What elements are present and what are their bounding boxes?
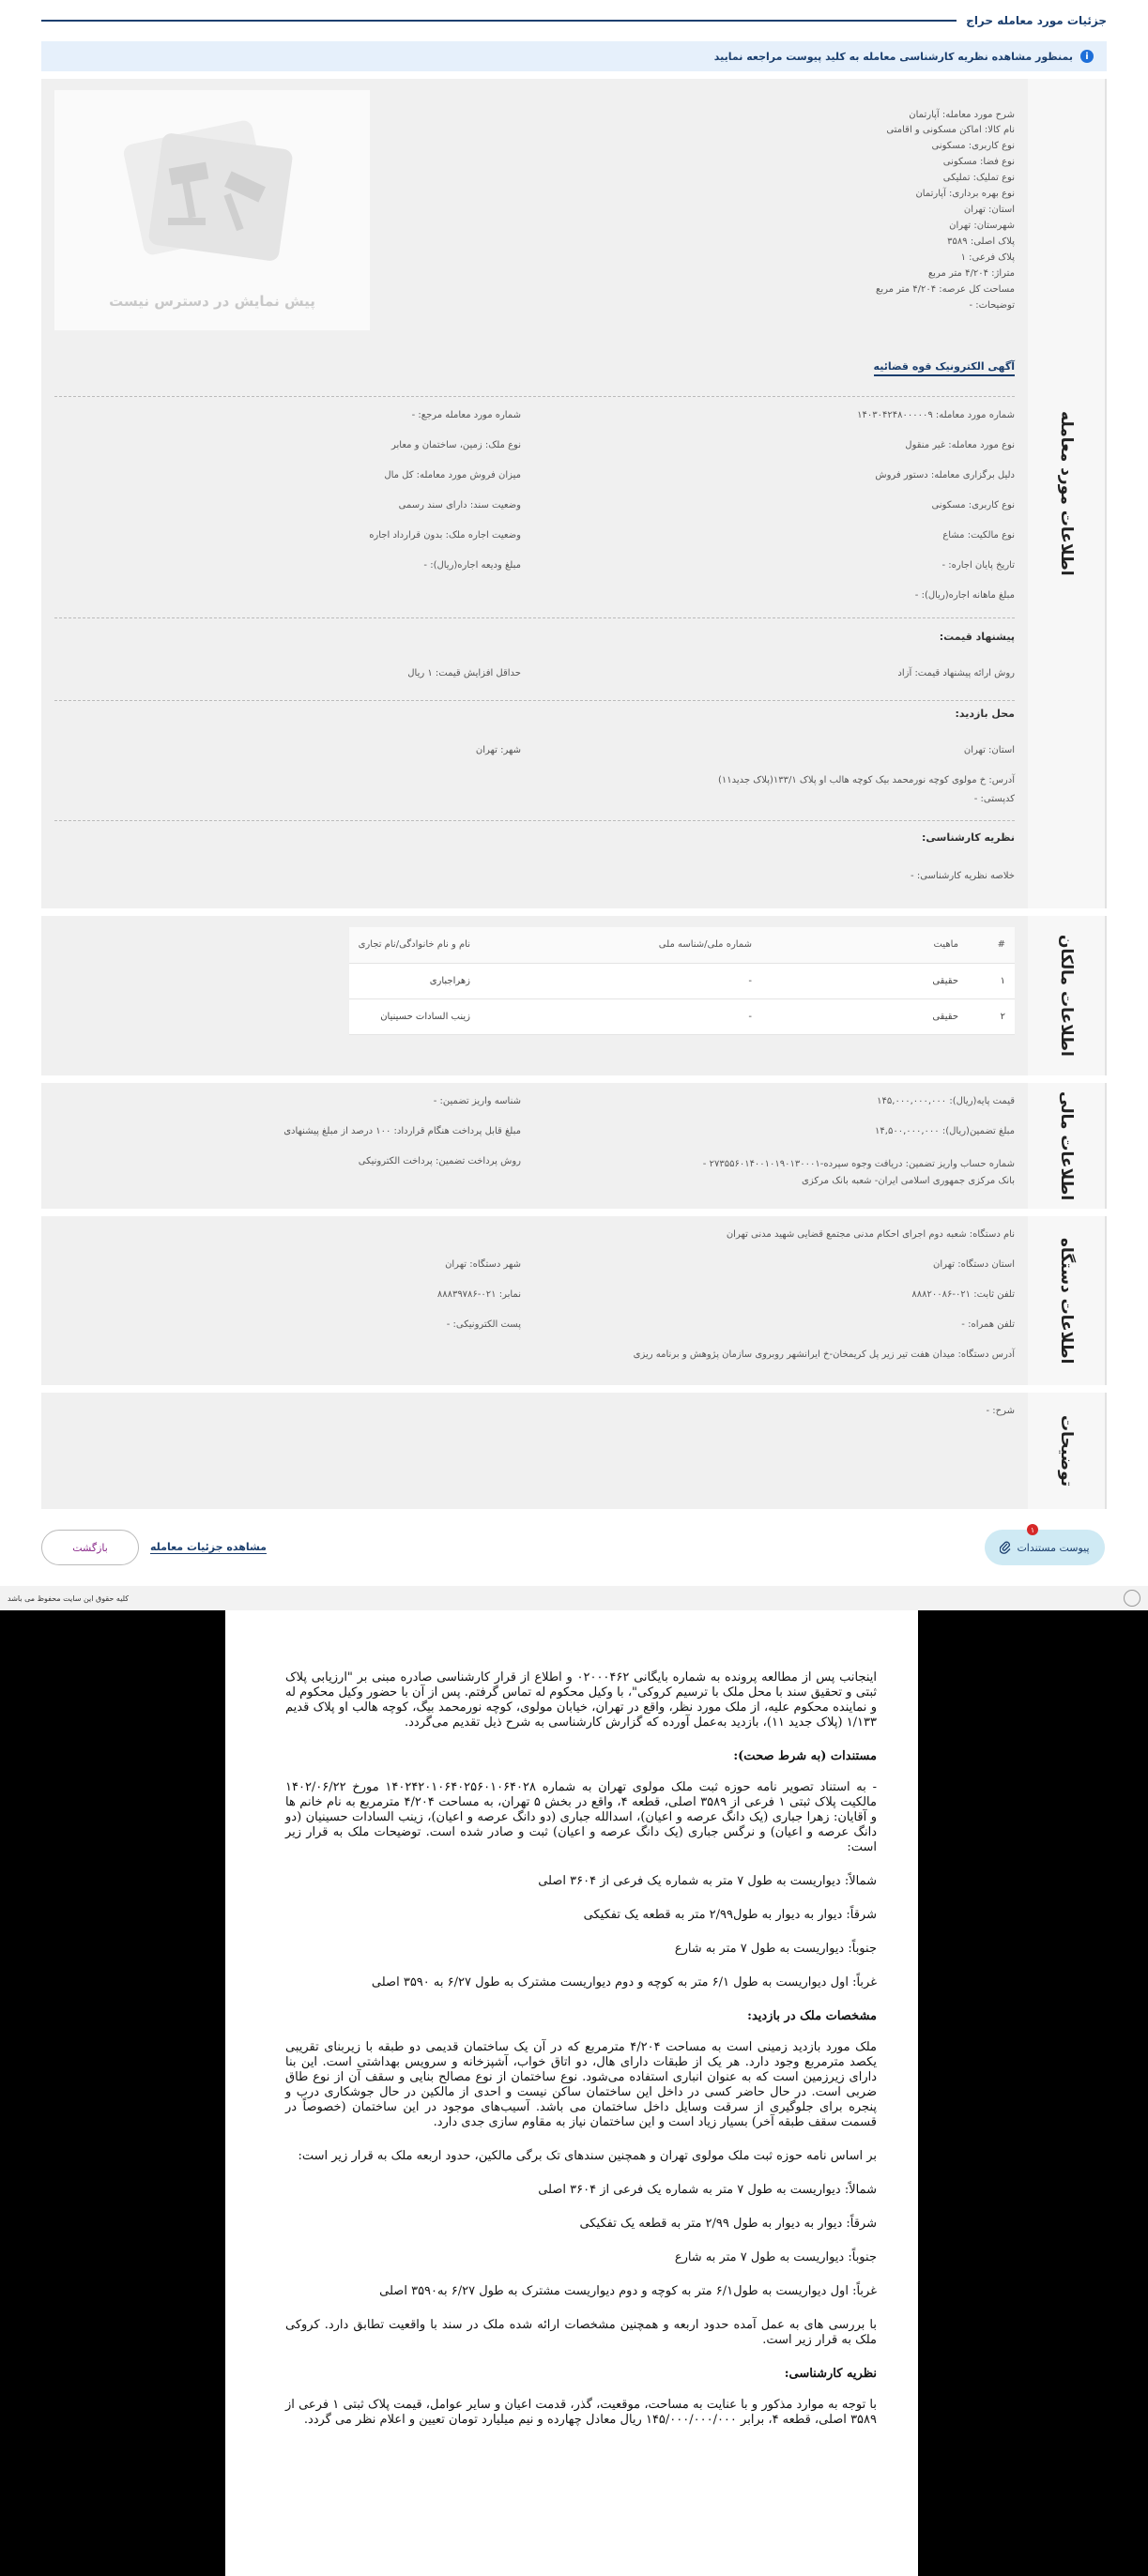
attachments-label: پیوست مستندات <box>1017 1541 1090 1554</box>
finance-content <box>41 1083 1028 1209</box>
deposit-account: شماره حساب واریز تضمین: دریافت وجوه سپرده-۲۷۳۵۵۶۰۱۴۰۰۱۰۱۹۰۱۳۰۰۰۱ - بانک مرکزی جمهوری اسلامی ایران- شعبه بانک مرکزی <box>702 1159 1015 1186</box>
report-documents: - به استناد تصویر نامه حوزه ثبت ملک مولوی تهران به شماره ۱۴۰۲۴۲۰۱۰۶۴۰۲۵۶۰۱۰۶۴۰۲۸ مورخ ۱۴۰۲/۰۶/۲۲ مالکیت پلاک ثبتی ۱ فرعی از ۳۵۸۹ اصلی، قطعه ۴، واقع در بخش ۵ تهران، به مساحت ۴/۲۰۴ مترمربع به نام خانم ها و آقایان: زهرا جباری (یک دانگ عرصه و اعیان)، اسدالله جباری (دو دانگ عرصه و اعیان)، زینب السادات حسینیان (دو دانگ عرصه و اعیان) و نرگس جباری (یک دانگ عرصه و اعیان) ثبت و صادر شده است. توضیحات ملک به قرار زیر است: <box>285 1780 877 1854</box>
report-boundary-west-2: غرباً: اول دیواریست به طول۶/۱ متر به کوچه و دوم دیواریست مشترک به طول ۶/۲۷ به۳۵۹۰ اصلی <box>379 2284 877 2298</box>
col-type: ماهیت <box>761 927 968 963</box>
notes-desc: شرح: - <box>986 1406 1015 1416</box>
report-heading-documents: مستندات (به شرط صحت): <box>733 1749 877 1763</box>
spec-11: مساحت کل عرصه: ۴/۲۰۴ متر مربع <box>876 284 1015 295</box>
spec-9: پلاک فرعی: ۱ <box>960 252 1015 263</box>
visit-postal: کدپستی: - <box>973 794 1015 804</box>
detail-right-5: تاریخ پایان اجاره: - <box>941 560 1015 571</box>
offer-heading: پیشنهاد قیمت: <box>939 631 1015 643</box>
page-title: جزئیات مورد معامله حراج <box>966 14 1107 27</box>
spec-3: نوع فضا: مسکونی <box>942 157 1015 167</box>
item-info-side <box>1028 79 1107 908</box>
finance-side <box>1028 1083 1107 1209</box>
visit-province: استان: تهران <box>963 745 1015 755</box>
table-row <box>349 963 1015 998</box>
report-boundaries-intro: بر اساس نامه حوزه ثبت ملک مولوی تهران و همچنین سندهای تک برگی مالکین، حدود اربعه ملک به قرار زیر است: <box>298 2149 877 2163</box>
image-placeholder <box>54 90 370 330</box>
report-heading-opinion: نظریه کارشناسی: <box>784 2367 877 2381</box>
organization-title: اطلاعات دستگاه <box>1057 1237 1076 1364</box>
view-deal-details-link[interactable]: مشاهده جزئیات معامله <box>150 1541 267 1553</box>
owners-title: اطلاعات مالکان <box>1057 935 1076 1057</box>
paperclip-icon <box>1000 1541 1011 1554</box>
organization-section <box>41 1216 1107 1385</box>
cell-type: حقیقی <box>761 963 968 998</box>
cell-index: ۱ <box>968 963 1015 998</box>
cell-name: زینب السادات حسینیان <box>349 998 480 1034</box>
payable-amount: مبلغ قابل پرداخت هنگام قرارداد: ۱۰۰ درصد از مبلغ پیشنهادی <box>283 1126 521 1136</box>
detail-right-4: نوع مالکیت: مشاع <box>942 530 1015 541</box>
owners-section <box>41 916 1107 1075</box>
col-national-id: شماره ملی/شناسه ملی <box>480 927 761 963</box>
offer-min-increase: حداقل افزایش قیمت: ۱ ریال <box>407 668 521 678</box>
report-heading-visit: مشخصات ملک در بازدید: <box>747 2009 877 2023</box>
base-price: قیمت پایه(ریال): ۱۴۵,۰۰۰,۰۰۰,۰۰۰ <box>877 1096 1015 1106</box>
spec-8: پلاک اصلی: ۳۵۸۹ <box>947 236 1015 247</box>
spec-10: متراژ: ۴/۲۰۴ متر مربع <box>927 268 1015 279</box>
col-index: # <box>968 927 1015 963</box>
report-page <box>225 1610 918 2576</box>
spec-4: نوع تملیک: تملیکی <box>942 173 1015 183</box>
owners-content <box>41 916 1028 1075</box>
report-boundary-west: غرباً: اول دیواریست به طول ۶/۱ متر به کوچه و دوم دیواریست مشترک به طول ۶/۲۷ به ۳۵۹۰ اصلی <box>371 1975 877 1989</box>
expert-report-viewer <box>0 1610 1148 2576</box>
notes-section <box>41 1393 1107 1509</box>
org-city: شهر دستگاه: تهران <box>445 1259 521 1270</box>
gavel-icon <box>114 113 311 272</box>
divider <box>54 617 1015 618</box>
detail-right-2: دلیل برگزاری معامله: دستور فروش <box>875 470 1015 480</box>
attachments-count-badge: ۱ <box>1027 1524 1038 1535</box>
notes-content <box>41 1393 1028 1509</box>
org-name: نام دستگاه: شعبه دوم اجرای احکام مدنی مجتمع قضایی شهید مدنی تهران <box>726 1229 1015 1240</box>
report-boundary-east-2: شرقاً: دیوار به دیوار به طول ۲/۹۹ متر به قطعه یک تفکیکی <box>579 2217 877 2231</box>
visit-address: آدرس: خ مولوی کوچه نورمحمد بیک کوچه هالب او پلاک ۱۳۳/۱(پلاک جدید۱۱) <box>717 775 1015 785</box>
report-visit: ملک مورد بازدید زمینی است به مساحت ۴/۲۰۴ مترمربع که در آن یک ساختمان قدیمی دو طبقه با زیربنای تقریبی یکصد مترمربع وجود دارد. هر یک از طبقات دارای هال، دو اتاق خواب، آشپزخانه و سرویس بهداشتی است. این بنا دارای زیرزمین است که به عنوان انباری استفاده می‌شود. نوع ساختمان از نوع مصالح بنایی و سقف آن از نوع طاق ضربی است. در حال حاضر کسی در داخل این ساختمان ساکن نیست و احدی از مالکین در حال جوشکاری درب و پنجره برای جلوگیری از سرقت وسایل داخل ساختمان می باشد. آسیب‌های موجود در این ساختمان (خصوصاً در قسمت سقف طبقه آخر) بسیار زیاد است و این ساختمان نیاز به مقاوم سازی جدی دارد. <box>285 2040 877 2129</box>
detail-right-0: شماره مورد معامله: ۱۴۰۳۰۴۲۴۸۰۰۰۰۰۹ <box>857 410 1015 420</box>
organization-content <box>41 1216 1028 1385</box>
spec-7: شهرستان: تهران <box>949 221 1015 231</box>
owners-table <box>349 927 1015 1035</box>
table-header-row <box>349 927 1015 963</box>
attachments-button[interactable] <box>985 1530 1105 1565</box>
detail-right-6: مبلغ ماهانه اجاره(ریال): - <box>914 590 1015 601</box>
table-row <box>349 998 1015 1034</box>
guarantee-amount: مبلغ تضمین(ریال): ۱۴,۵۰۰,۰۰۰,۰۰۰ <box>875 1126 1015 1136</box>
item-info-section <box>41 79 1107 908</box>
divider <box>54 396 1015 397</box>
cell-index: ۲ <box>968 998 1015 1034</box>
spec-6: استان: تهران <box>963 205 1015 215</box>
image-placeholder-text: پیش نمایش در دسترس نیست <box>109 293 315 310</box>
spec-5: نوع بهره برداری: آپارتمان <box>915 189 1015 199</box>
report-boundary-north-2: شمالاً: دیواریست به طول ۷ متر به شماره یک فرعی از ۳۶۰۴ اصلی <box>538 2183 877 2197</box>
cell-name: زهراجباری <box>349 963 480 998</box>
page-header <box>41 11 1107 30</box>
spec-12: توضیحات: - <box>969 300 1015 311</box>
notes-side <box>1028 1393 1107 1509</box>
cell-type: حقیقی <box>761 998 968 1034</box>
notice-text: بمنظور مشاهده نظریه کارشناسی معامله به کلید پیوست مراجعه نمایید <box>713 50 1073 63</box>
detail-left-5: مبلغ ودیعه اجاره(ریال): - <box>423 560 521 571</box>
visit-city: شهر: تهران <box>475 745 521 755</box>
footer <box>0 1586 1148 1610</box>
back-button[interactable]: بازگشت <box>41 1530 139 1565</box>
owners-side <box>1028 916 1107 1075</box>
detail-right-3: نوع کاربری: مسکونی <box>931 500 1015 511</box>
item-info-title: اطلاعات مورد معامله <box>1057 411 1076 576</box>
spec-2: نوع کاربری: مسکونی <box>931 141 1015 151</box>
expert-summary: خلاصه نظریه کارشناسی: - <box>911 871 1015 881</box>
report-boundary-north: شمالاً: دیواریست به طول ۷ متر به شماره یک فرعی از ۳۶۰۴ اصلی <box>538 1874 877 1888</box>
payment-method: روش پرداخت تضمین: پرداخت الکترونیکی <box>358 1156 521 1166</box>
report-intro: اینجانب پس از مطالعه پرونده به شماره بایگانی ۰۲۰۰۰۴۶۲ و اطلاع از قرار کارشناسی صادره مبنی بر "ارزیابی پلاک ثبتی و تحقیق سند با محل ملک با ترسیم کروکی"، با وکیل محکوم له تماس گرفتم. پس از آن با حضور وکیل محکوم له و نماینده محکوم علیه، از ملک مورد نظر، واقع در تهران، خیابان مولوی، کوچه نورمحمد بیگ، کوچه هالب او پلاک قدیم ۱/۱۳۳ (پلاک جدید ۱۱)، بازدید به‌عمل آورده که گزارش کارشناسی به شرح ذیل تقدیم می‌گردد. <box>285 1670 877 1730</box>
report-boundary-east: شرقاً: دیوار به دیوار به طول۲/۹۹ متر به قطعه یک تفکیکی <box>583 1908 877 1922</box>
detail-left-4: وضعیت اجاره ملک: بدون قرارداد اجاره <box>369 530 521 541</box>
info-icon: i <box>1080 50 1094 63</box>
deposit-id: شناسه واریز تضمین: - <box>433 1096 521 1106</box>
org-fax: نمابر: ۰۲۱-۸۸۸۳۹۷۸۶ <box>436 1289 521 1300</box>
notes-title: توضیحات <box>1057 1414 1076 1487</box>
footer-copyright: کلیه حقوق این سایت محفوظ می باشد <box>8 1593 130 1603</box>
detail-left-0: شماره مورد معامله مرجع: - <box>411 410 521 420</box>
report-opinion: با توجه به موارد مذکور و با عنایت به مساحت، موقعیت، گذر، قدمت اعیان و سایر عوامل، قیمت پلاک ثبتی ۱ فرعی از ۳۵۸۹ اصلی، قطعه ۴، برابر ۱۴۵/۰۰۰/۰۰۰/۰۰۰ ریال معادل چهارده و نیم میلیارد تومان تعیین و اعلام نظر می گردد. <box>285 2398 877 2427</box>
organization-side <box>1028 1216 1107 1385</box>
divider <box>54 820 1015 821</box>
org-phone: تلفن ثابت: ۰۲۱-۸۸۸۲۰۰۸۶ <box>911 1289 1015 1300</box>
detail-right-1: نوع مورد معامله: غیر منقول <box>905 440 1015 450</box>
title-divider <box>41 20 957 22</box>
spec-1: نام کالا: اماکن مسکونی و اقامتی <box>886 125 1015 135</box>
ad-link[interactable]: آگهی الکترونیک قوه قضائیه <box>874 360 1015 376</box>
finance-title: اطلاعات مالی <box>1057 1090 1076 1201</box>
org-address: آدرس دستگاه: میدان هفت تیر زیر پل کریمخان-خ ایرانشهر روبروی سازمان پژوهش و برنامه ریزی <box>633 1349 1015 1360</box>
detail-left-3: وضعیت سند: دارای سند رسمی <box>398 500 521 511</box>
finance-section <box>41 1083 1107 1209</box>
divider <box>54 700 1015 701</box>
visit-heading: محل بازدید: <box>955 708 1015 720</box>
org-mobile: تلفن همراه: - <box>961 1319 1015 1330</box>
report-boundary-south: جنوباً: دیواریست به طول ۷ متر به شارع <box>674 1942 877 1956</box>
item-info-content <box>41 79 1028 908</box>
org-email: پست الکترونیکی: - <box>446 1319 521 1330</box>
col-name: نام و نام خانوادگی/نام تجاری <box>349 927 480 963</box>
detail-left-2: میزان فروش مورد معامله: کل مال <box>384 470 521 480</box>
offer-method: روش ارائه پیشنهاد قیمت: آزاد <box>897 668 1015 678</box>
org-province: استان دستگاه: تهران <box>933 1259 1015 1270</box>
detail-left-1: نوع ملک: زمین، ساختمان و معابر <box>391 440 521 450</box>
report-boundary-south-2: جنوباً: دیواریست به طول ۷ متر به شارع <box>674 2250 877 2264</box>
cell-national-id: - <box>480 963 761 998</box>
expert-heading: نظریه کارشناسی: <box>922 831 1015 844</box>
spec-0: شرح مورد معامله: آپارتمان <box>909 110 1015 120</box>
cell-national-id: - <box>480 998 761 1034</box>
report-verification: با بررسی های به عمل آمده حدود اربعه و همچنین مشخصات ارائه شده ملک در سند با واقعیت تطابق دارد. کروکی ملک به قرار زیر است. <box>285 2318 877 2347</box>
judiciary-logo-icon <box>1124 1590 1140 1607</box>
info-notice <box>41 41 1107 71</box>
